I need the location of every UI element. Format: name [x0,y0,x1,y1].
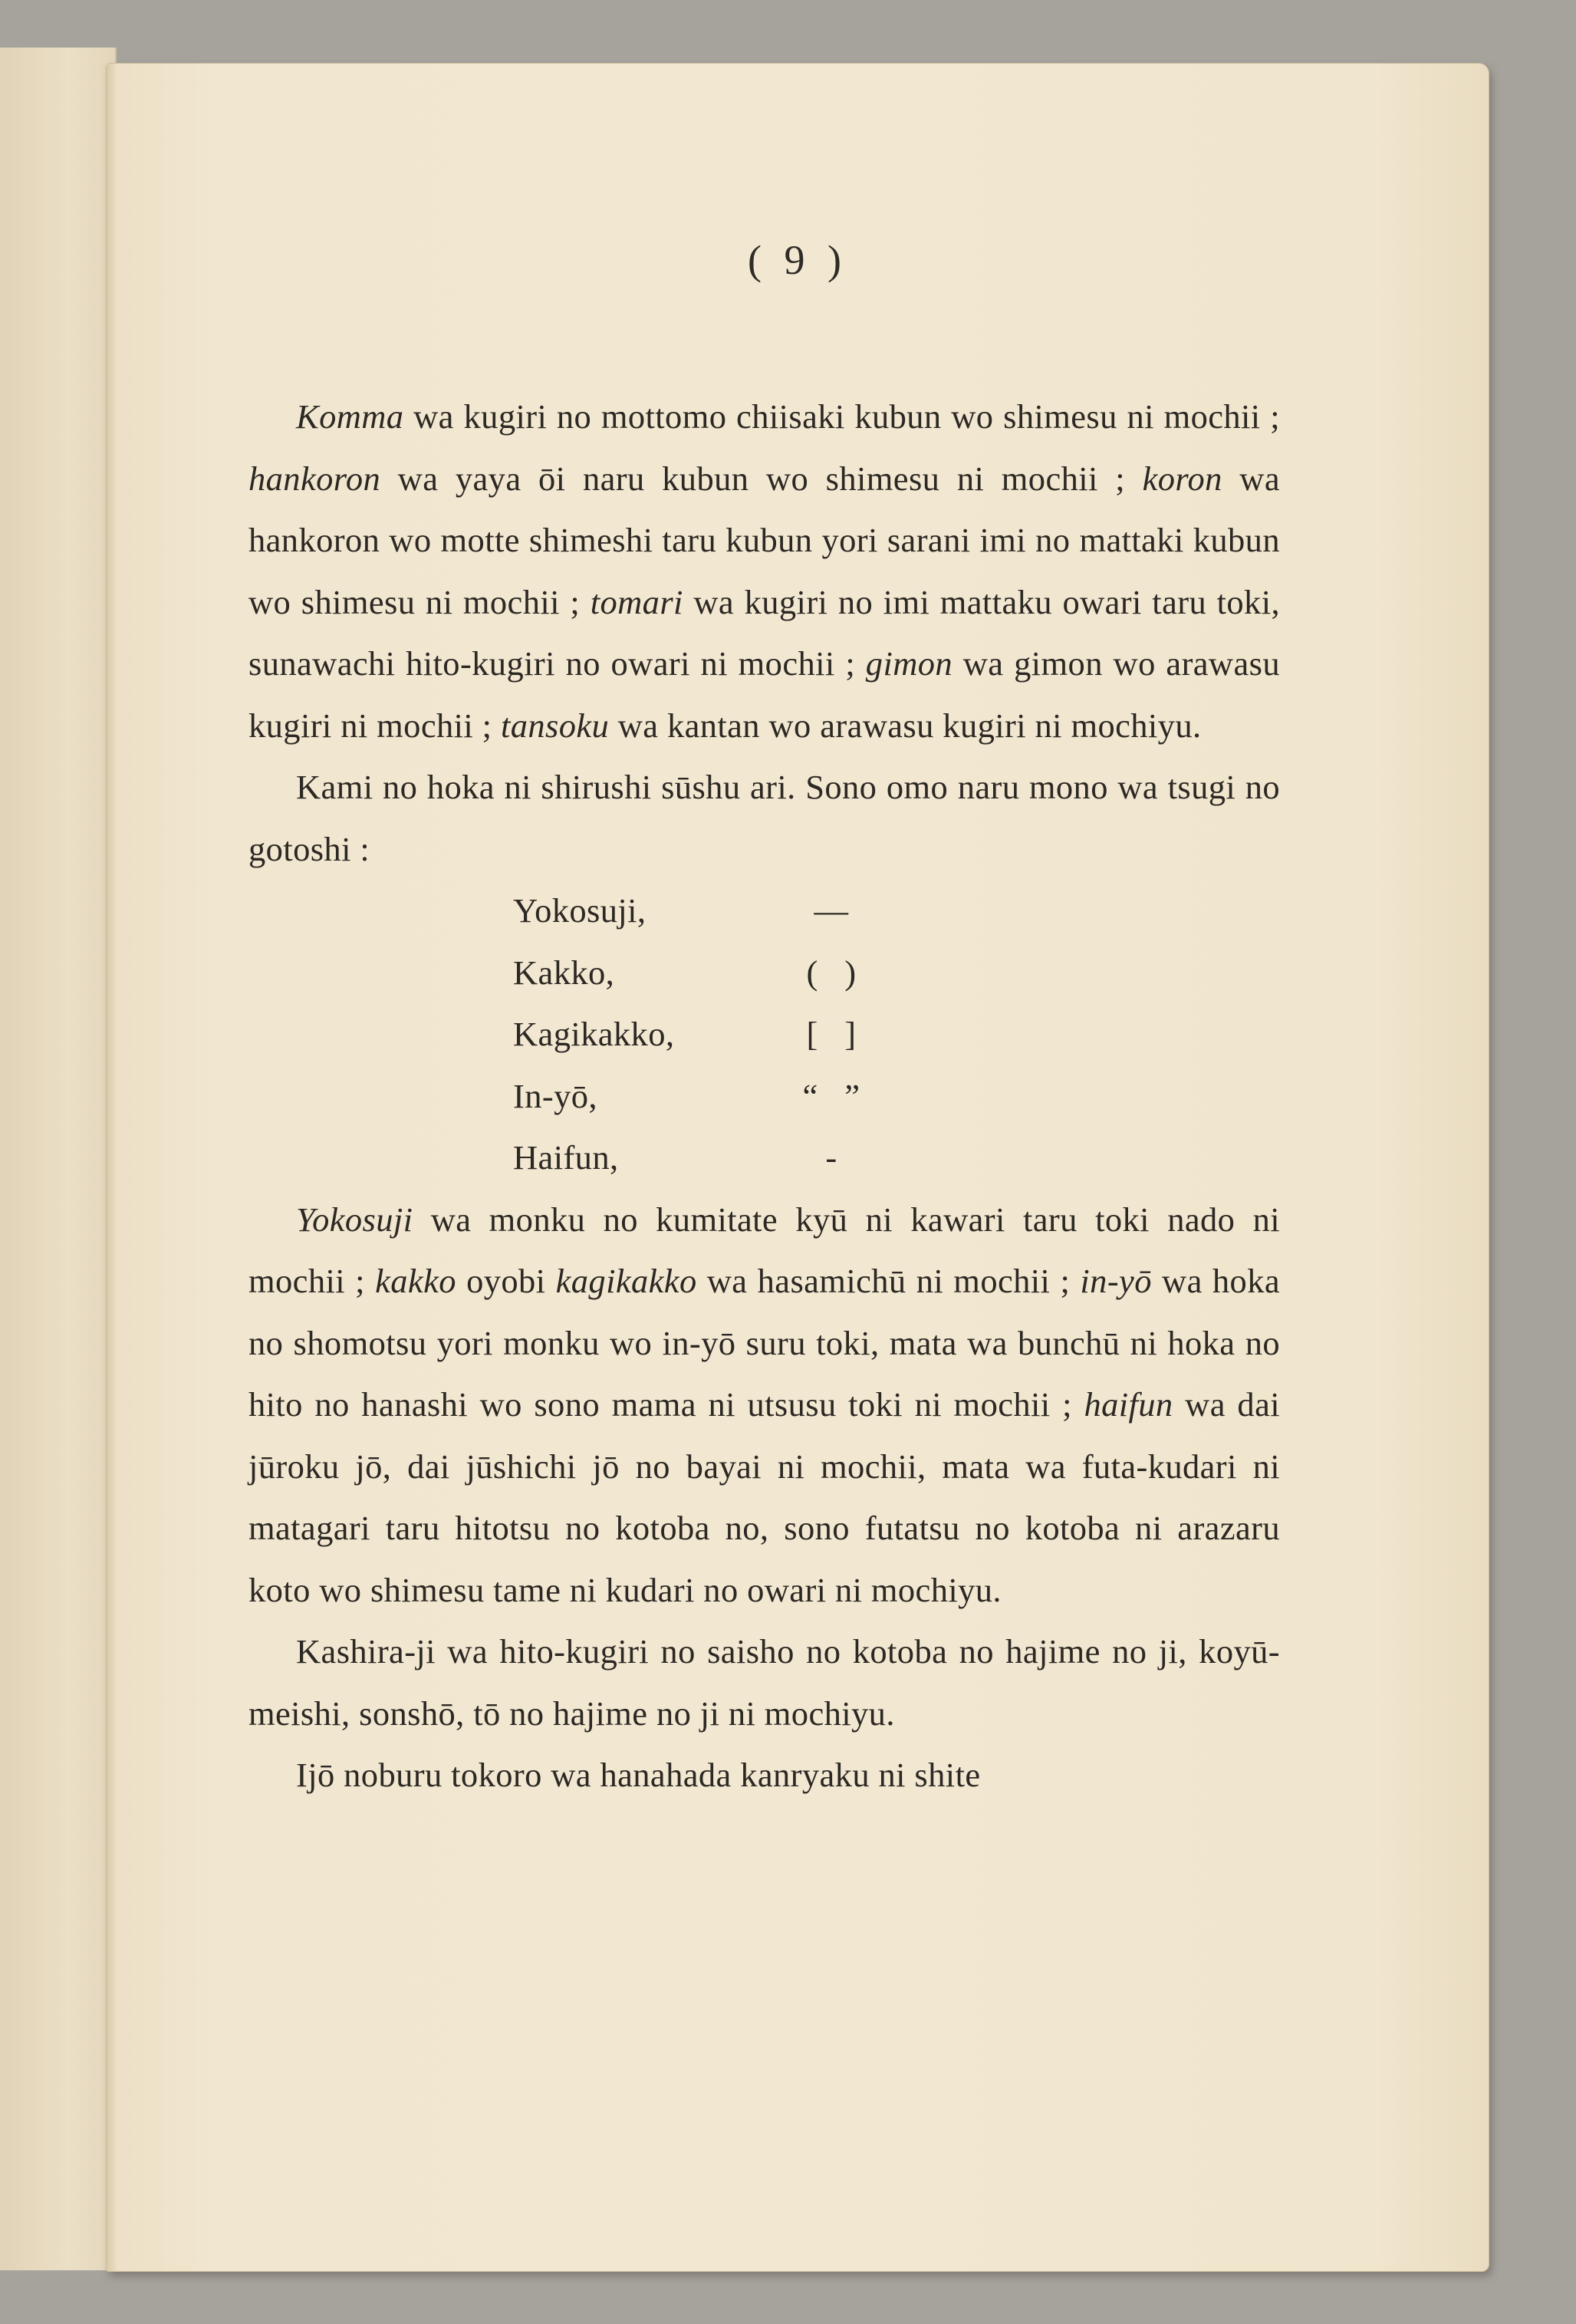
mark-symbol: “ ” [802,1076,860,1115]
mark-row [513,880,912,942]
text-run: oyobi [456,1262,556,1300]
text-run: wa monku no kumitate kyū ni kawari taru toki nado ni mochii ; [248,1200,1280,1300]
mark-name: In-yō, [513,1076,597,1115]
mark-symbol: [ ] [806,1015,857,1053]
term-gimon: gimon [865,644,953,683]
term-hankoron: hankoron [248,459,381,498]
paragraph-capital-letters [248,1621,1280,1744]
page-gutter-shadow [107,64,117,2271]
mark-name: Haifun, [513,1138,619,1177]
book-page [106,63,1489,2272]
mark-row [513,942,912,1004]
mark-name: Kagikakko, [513,1015,675,1053]
text-run: Kami no hoka ni shirushi sūshu ari. Sono omo naru mono wa tsugi no gotoshi : [248,768,1280,868]
mark-name: Yokosuji, [513,891,647,930]
mark-symbol: ( ) [806,953,857,992]
text-run: wa gimon wo arawasu kugiri ni mochii ; [248,644,1280,745]
term-haifun: haifun [1084,1385,1173,1424]
mark-row [513,1127,912,1189]
term-kagikakko: kagikakko [555,1262,697,1300]
marks-table [513,880,912,1189]
paragraph-other-marks [248,756,1280,880]
mark-symbol: - [825,1138,837,1177]
page-body-text [248,386,1280,1806]
paragraph-punctuation-usage [248,386,1280,756]
text-run: wa hankoron wo motte shimeshi taru kubun yori sarani imi no mattaki kubun wo shimesu ni mochii ; [248,459,1280,621]
term-koron: koron [1142,459,1222,498]
text-run: Ijō noburu tokoro wa hanahada kanryaku ni shite [296,1756,981,1794]
text-run: wa hasamichū ni mochii ; [696,1262,1081,1300]
text-run: wa kugiri no mottomo chiisaki kubun wo shimesu ni mochii ; [403,397,1280,436]
paragraph-closing-line [248,1744,1280,1806]
term-tansoku: tansoku [500,706,610,745]
term-tomari: tomari [590,582,683,621]
mark-row [513,1003,912,1065]
text-run: wa hoka no shomotsu yori monku wo in-yō suru toki, mata wa bunchū ni hoka no hito no hanashi wo sono mama ni utsusu toki ni mochii ; [248,1262,1281,1424]
mark-name: Kakko, [513,953,615,992]
text-run: wa kantan wo arawasu kugiri ni mochiyu. [609,706,1202,745]
mark-symbol: — [814,891,849,930]
term-komma: Komma [296,397,404,436]
page-number: ( 9 ) [748,237,847,283]
paragraph-marks-usage [248,1189,1280,1621]
term-yokosuji: Yokosuji [296,1200,413,1239]
text-run: wa yaya ōi naru kubun wo shimesu ni mochii ; [380,459,1143,498]
term-kakko: kakko [375,1262,456,1300]
text-run: Kashira-ji wa hito-kugiri no saisho no kotoba no hajime no ji, koyū-meishi, sonshō, tō no hajime no ji ni mochiyu. [248,1632,1280,1733]
mark-row [513,1065,912,1127]
previous-page-edge [0,48,117,2270]
term-in-yo: in-yō [1080,1262,1152,1300]
text-run: wa dai jūroku jō, dai jūshichi jō no bayai ni mochii, mata wa futa-kudari ni matagari taru hitotsu no kotoba no, sono futatsu no kotoba ni arazaru koto wo shimesu tame ni kudari no owari ni mochiyu. [248,1385,1280,1609]
text-run: wa kugiri no imi mattaku owari taru toki, sunawachi hito-kugiri no owari ni mochii ; [248,582,1280,683]
